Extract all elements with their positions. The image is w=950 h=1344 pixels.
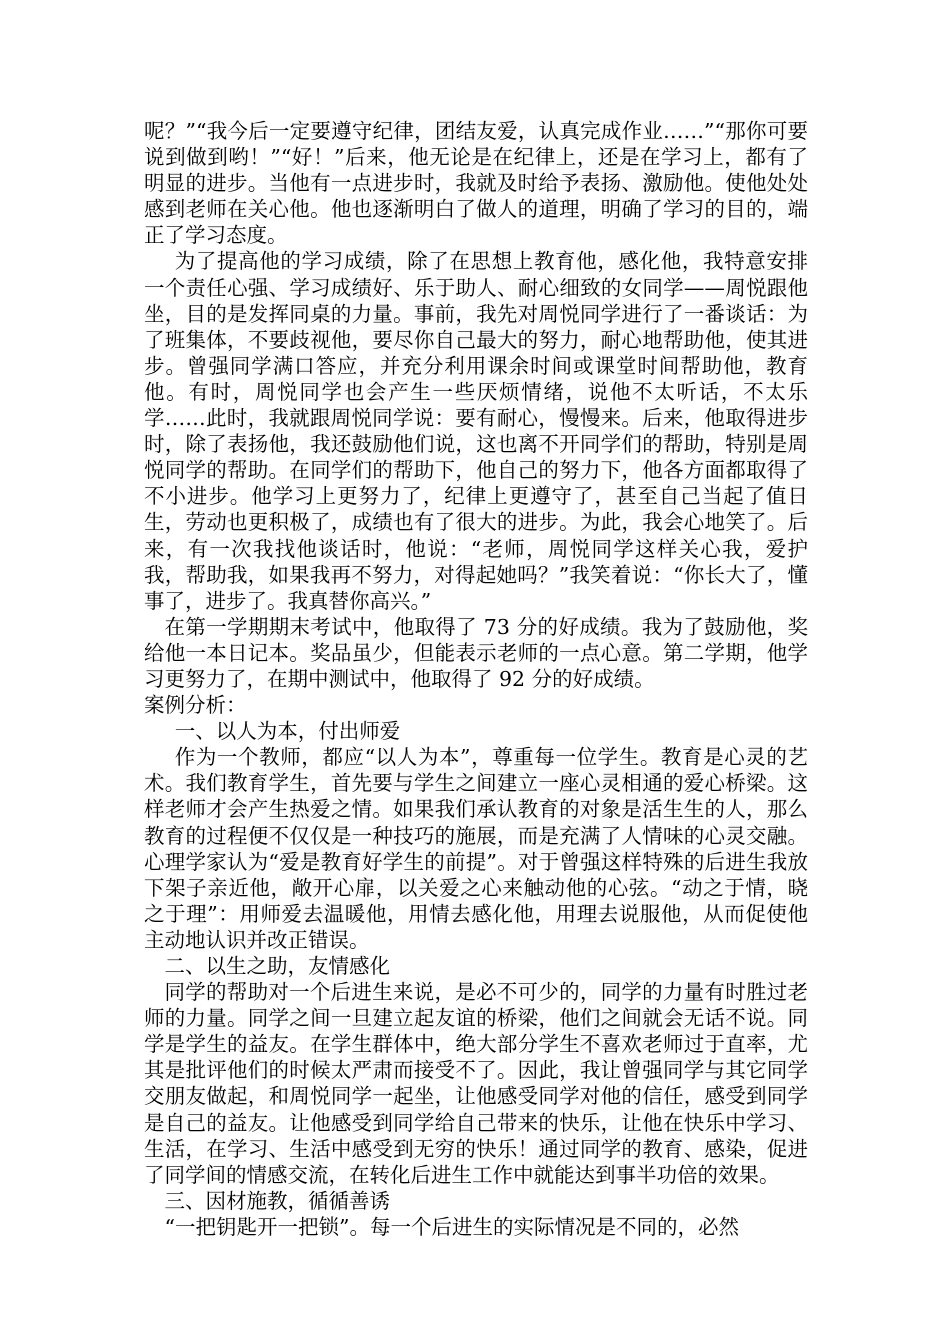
document-page [144, 118, 808, 1240]
paragraph-teacher-love: 作为一个教师，都应“以人为本”，尊重每一位学生。教育是心灵的艺术。我们教育学生，首先要与学生之间建立一座心灵相通的爱心桥梁。这样老师才会产生热爱之情。如果我们承认教育的对象是活生生的人，那么教育的过程便不仅仅是一种技巧的施展，而是充满了人情味的心灵交融。心理学家认为“爱是教育好学生的前提”。对于曾强这样特殊的后进生我放下架子亲近他，敞开心扉，以关爱之心来触动他的心弦。“动之于情，晓之于理”：用师爱去温暖他，用情去感化他，用理去说服他，从而促使他主动地认识并改正错误。 [144, 745, 808, 952]
paragraph-exam-result: 在第一学期期末考试中，他取得了 73 分的好成绩。我为了鼓励他，奖给他一本日记本。奖品虽少，但能表示老师的一点心意。第二学期，他学习更努力了，在期中测试中，他取得了 92 分的好成绩。 [144, 614, 808, 691]
paragraph-classmate-help: 为了提高他的学习成绩，除了在思想上教育他，感化他，我特意安排一个责任心强、学习成绩好、乐于助人、耐心细致的女同学——周悦跟他坐，目的是发挥同桌的力量。事前，我先对周悦同学进行了一番谈话：为了班集体，不要歧视他，要尽你自己最大的努力，耐心地帮助他，使其进步。曾强同学满口答应，并充分利用课余时间或课堂时间帮助他，教育他。有时，周悦同学也会产生一些厌烦情绪，说他不太听话，不太乐学……此时，我就跟周悦同学说：要有耐心，慢慢来。后来，他取得进步时，除了表扬他，我还鼓励他们说，这也离不开同学们的帮助，特别是周悦同学的帮助。在同学们的帮助下，他自己的努力下，他各方面都取得了不小进步。他学习上更努力了，纪律上更遵守了，甚至自己当起了值日生，劳动也更积极了，成绩也有了很大的进步。为此，我会心地笑了。后来，有一次我找他谈话时，他说：“老师，周悦同学这样关心我，爱护我，帮助我，如果我再不努力，对得起她吗？”我笑着说：“你长大了，懂事了，进步了。我真替你高兴。” [144, 249, 808, 613]
heading-two: 二、以生之助，友情感化 [164, 954, 390, 978]
paragraph-friendship: 同学的帮助对一个后进生来说，是必不可少的，同学的力量有时胜过老师的力量。同学之间一旦建立起友谊的桥梁，他们之间就会无话不说。同学是学生的益友。在学生群体中，绝大部分学生不喜欢老师过于直率，尤其是批评他们的时候太严肃而接受不了。因此，我让曾强同学与其它同学交朋友做起，和周悦同学一起坐，让他感受同学对他的信任，感受到同学是自己的益友。让他感受到同学给自己带来的快乐，让他在快乐中学习、生活，在学习、生活中感受到无穷的快乐！通过同学的教育、感染，促进了同学间的情感交流，在转化后进生工作中就能达到事半功倍的效果。 [144, 980, 808, 1187]
paragraph-one-key: “一把钥匙开一把锁”。每一个后进生的实际情况是不同的，必然 [164, 1214, 739, 1239]
section-title-case-analysis: 案例分析： [144, 693, 247, 718]
heading-three: 三、因材施教，循循善诱 [164, 1188, 390, 1213]
paragraph-dialogue: 呢？”“我今后一定要遵守纪律，团结友爱，认真完成作业……”“那你可要说到做到哟！”“好！”后来，他无论是在纪律上，还是在学习上，都有了明显的进步。当他有一点进步时，我就及时给予表扬、激励他。使他处处感到老师在关心他。他也逐渐明白了做人的道理，明确了学习的目的，端正了学习态度。 [144, 119, 808, 248]
heading-one: 一、以人为本，付出师爱 [174, 719, 401, 744]
